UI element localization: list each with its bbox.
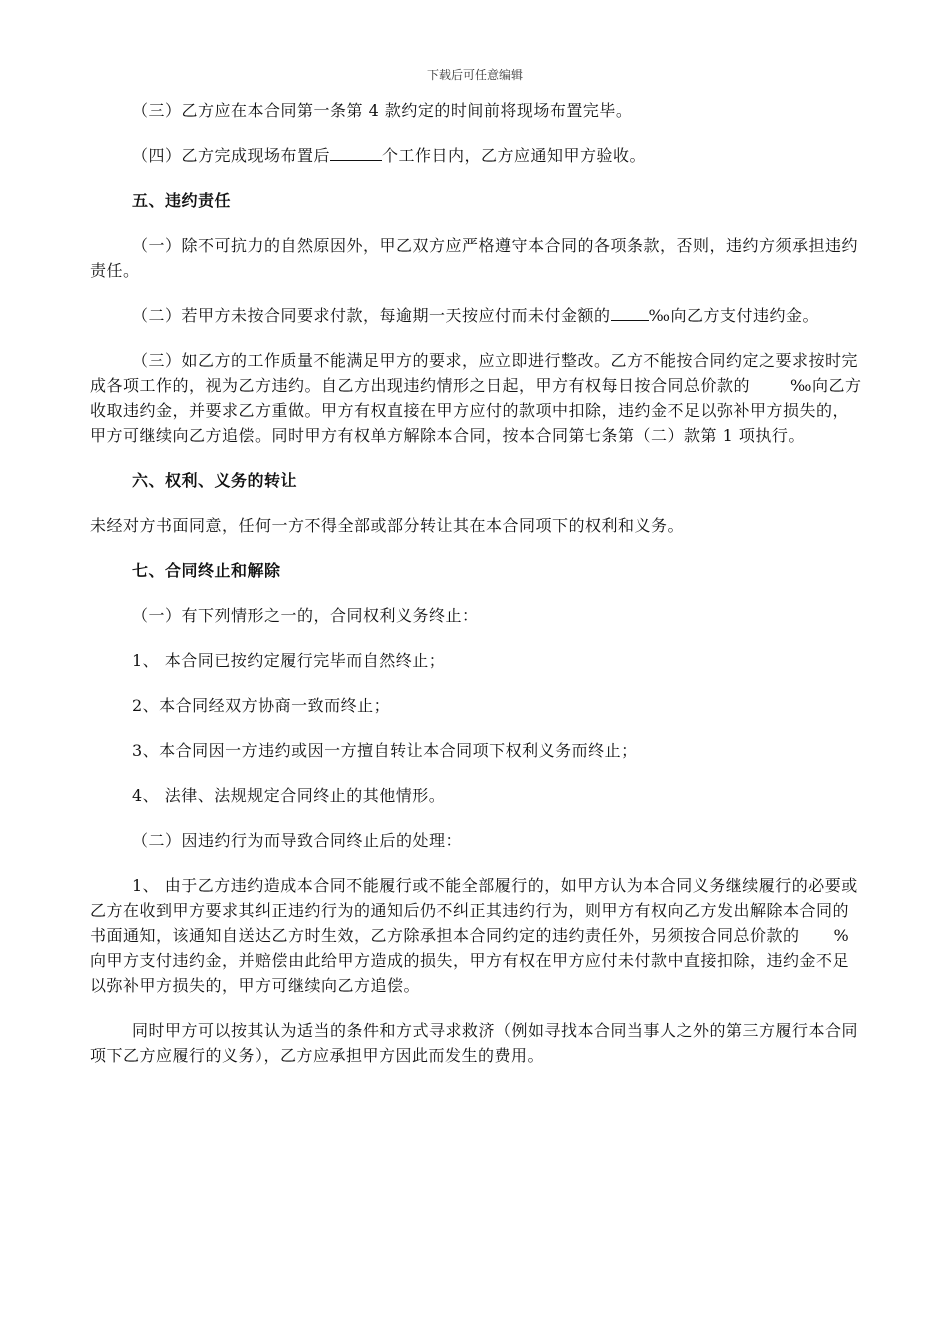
clause-5-3-part2: ‰向乙方收取违约金，并要求乙方重做。甲方有权直接在甲方应付的款项中扣除，违约金不足以弥补甲方损失的，甲方可继续向乙方追偿。同时甲方有权单方解除本合同，按本合同第七条第（二）款第 1 项执行。 (90, 376, 862, 445)
blank-permille-1 (611, 303, 649, 321)
clause-4-4-part2: 个工作日内，乙方应通知甲方验收。 (382, 146, 647, 165)
clause-5-2-part2: ‰向乙方支付违约金。 (648, 306, 819, 325)
clause-5-3 (90, 348, 862, 448)
section-7-heading: 七、合同终止和解除 (132, 561, 281, 580)
clause-4-3: （三）乙方应在本合同第一条第 4 款约定的时间前将现场布置完毕。 (132, 101, 633, 120)
clause-7-2: （二）因违约行为而导致合同终止后的处理： (132, 831, 463, 850)
section-6-heading: 六、权利、义务的转让 (132, 471, 298, 490)
clause-4-4-part1: （四）乙方完成现场布置后 (132, 146, 331, 165)
clause-5-2-part1: （二）若甲方未按合同要求付款，每逾期一天按应付而未付金额的 (132, 306, 611, 325)
clause-7-2-item-1-part1: 1、 由于乙方违约造成本合同不能履行或不能全部履行的，如甲方认为本合同义务继续履行的必要或乙方在收到甲方要求其纠正违约行为的通知后仍不纠正其违约行为，则甲方有权向乙方发出解除本合同的书面通知，该通知自送达乙方时生效，乙方除承担本合同约定的违约责任外，另须按合同总价款的 (90, 876, 858, 945)
clause-7-2-item-1 (90, 873, 862, 998)
clause-4-4 (90, 143, 862, 168)
blank-workdays (330, 143, 382, 161)
clause-5-1: （一）除不可抗力的自然原因外，甲乙双方应严格遵守本合同的各项条款，否则，违约方须承担违约责任。 (90, 236, 859, 280)
clause-5-2 (90, 303, 862, 328)
clause-7-1-item-4: 4、 法律、法规规定合同终止的其他情形。 (132, 786, 446, 805)
clause-7-1-item-3: 3、本合同因一方违约或因一方擅自转让本合同项下权利义务而终止； (132, 741, 638, 760)
clause-7-1-item-1: 1、 本合同已按约定履行完毕而自然终止； (132, 651, 446, 670)
clause-7-2-item-1-part2: %向甲方支付违约金，并赔偿由此给甲方造成的损失，甲方有权在甲方应付未付款中直接扣除，违约金不足以弥补甲方损失的，甲方可继续向乙方追偿。 (90, 926, 850, 995)
clause-6: 未经对方书面同意，任何一方不得全部或部分转让其在本合同项下的权利和义务。 (90, 516, 685, 535)
clause-7-1: （一）有下列情形之一的，合同权利义务终止： (132, 606, 479, 625)
clause-5-3-part1: （三）如乙方的工作质量不能满足甲方的要求，应立即进行整改。乙方不能按合同约定之要求按时完成各项工作的，视为乙方违约。自乙方出现违约情形之日起，甲方有权每日按合同总价款的 (90, 351, 859, 395)
page-header: 下载后可任意编辑 (426, 68, 523, 82)
clause-7-1-item-2: 2、本合同经双方协商一致而终止； (132, 696, 391, 715)
section-5-heading: 五、违约责任 (132, 191, 232, 210)
clause-7-2-remedy: 同时甲方可以按其认为适当的条件和方式寻求救济（例如寻找本合同当事人之外的第三方履行本合同项下乙方应履行的义务），乙方应承担甲方因此而发生的费用。 (90, 1021, 859, 1065)
document-body (90, 98, 862, 1068)
